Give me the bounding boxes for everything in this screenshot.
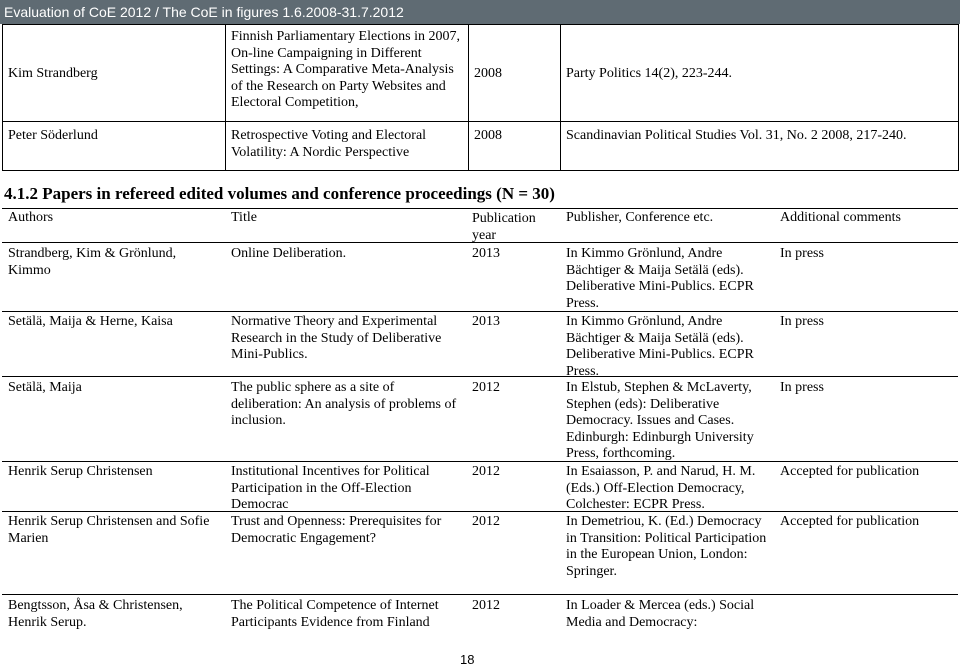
row-year: 2012 (472, 514, 500, 529)
row-authors: Strandberg, Kim & Grönlund, Kimmo (8, 246, 177, 278)
row-publisher: In Kimmo Grönlund, Andre Bächtiger & Maija Setälä (eds). Deliberative Mini-Publics. ECPR Press. (566, 246, 754, 311)
prev-author-cell (3, 122, 226, 171)
column-header-comments: Additional comments (780, 210, 901, 225)
table-rule (2, 208, 958, 209)
row-title: Trust and Openness: Prerequisites for Democratic Engagement? (231, 514, 442, 546)
prev-journal-cell (561, 122, 959, 171)
row-authors: Bengtsson, Åsa & Christensen, Henrik Serup. (8, 598, 183, 630)
previous-publications-table (2, 24, 959, 171)
prev-title-cell (226, 25, 469, 122)
row-comments: In press (780, 246, 824, 261)
table-rule (2, 376, 958, 377)
row-year: 2013 (472, 314, 500, 329)
table-rule (2, 594, 958, 595)
row-authors: Henrik Serup Christensen and Sofie Marien (8, 514, 210, 546)
prev-year: 2008 (474, 128, 502, 143)
row-comments: Accepted for publication (780, 514, 920, 529)
prev-author: Peter Söderlund (8, 128, 98, 143)
row-title: Institutional Incentives for Political Participation in the Off-Election Democrac (231, 464, 430, 512)
prev-title-cell (226, 122, 469, 171)
row-authors: Henrik Serup Christensen (8, 464, 153, 479)
prev-year: 2008 (474, 66, 502, 81)
row-comments: In press (780, 380, 824, 395)
row-comments: Accepted for publication (780, 464, 920, 479)
row-authors: Setälä, Maija & Herne, Kaisa (8, 314, 173, 329)
row-year: 2013 (472, 246, 500, 261)
row-title: Online Deliberation. (231, 246, 347, 261)
column-header-title: Title (231, 210, 257, 225)
document-header: Evaluation of CoE 2012 / The CoE in figures 1.6.2008-31.7.2012 (0, 0, 960, 24)
row-title: The public sphere as a site of deliberation: An analysis of problems of inclusion. (231, 380, 457, 428)
prev-journal: Scandinavian Political Studies Vol. 31, No. 2 2008, 217-240. (566, 128, 907, 143)
table-rule (2, 511, 958, 512)
table-rule (2, 311, 958, 312)
row-year: 2012 (472, 464, 500, 479)
row-publisher: In Kimmo Grönlund, Andre Bächtiger & Maija Setälä (eds). Deliberative Mini-Publics. ECPR Press. (566, 314, 754, 379)
page-number: 18 (460, 652, 475, 667)
prev-title: Finnish Parliamentary Elections in 2007, On-line Campaigning in Different Settings: A Comparative Meta-Analysis of the Research on Party Websites and Electoral Competition, (231, 29, 461, 110)
row-title: Normative Theory and Experimental Research in the Study of Deliberative Mini-Publics. (231, 314, 442, 362)
prev-author-cell (3, 25, 226, 122)
row-publisher: In Elstub, Stephen & McLaverty, Stephen (eds): Deliberative Democracy. Issues and Cases. Edinburgh: Edinburgh University Press, forthcoming. (566, 380, 754, 461)
row-publisher: In Loader & Mercea (eds.) Social Media and Democracy: (566, 598, 755, 630)
row-publisher: In Demetriou, K. (Ed.) Democracy in Transition: Political Participation in the European Union, London: Springer. (566, 514, 767, 579)
row-publisher: In Esaiasson, P. and Narud, H. M. (Eds.) Off-Election Democracy, Colchester: ECPR Press. (566, 464, 756, 512)
section-title: 4.1.2 Papers in refereed edited volumes and conference proceedings (N = 30) (4, 184, 555, 203)
prev-author: Kim Strandberg (8, 66, 98, 81)
column-header-authors: Authors (8, 210, 54, 225)
prev-title: Retrospective Voting and Electoral Volatility: A Nordic Perspective (231, 128, 427, 160)
row-authors: Setälä, Maija (8, 380, 82, 395)
row-year: 2012 (472, 380, 500, 395)
table-rule (2, 461, 958, 462)
column-header-year: Publication year (472, 211, 536, 243)
prev-year-cell (469, 122, 561, 171)
prev-journal: Party Politics 14(2), 223-244. (566, 66, 733, 81)
row-year: 2012 (472, 598, 500, 613)
prev-year-cell (469, 25, 561, 122)
row-title: The Political Competence of Internet Participants Evidence from Finland (231, 598, 439, 630)
column-header-publisher: Publisher, Conference etc. (566, 210, 714, 225)
row-comments: In press (780, 314, 824, 329)
prev-journal-cell (561, 25, 959, 122)
table-rule (2, 242, 958, 243)
